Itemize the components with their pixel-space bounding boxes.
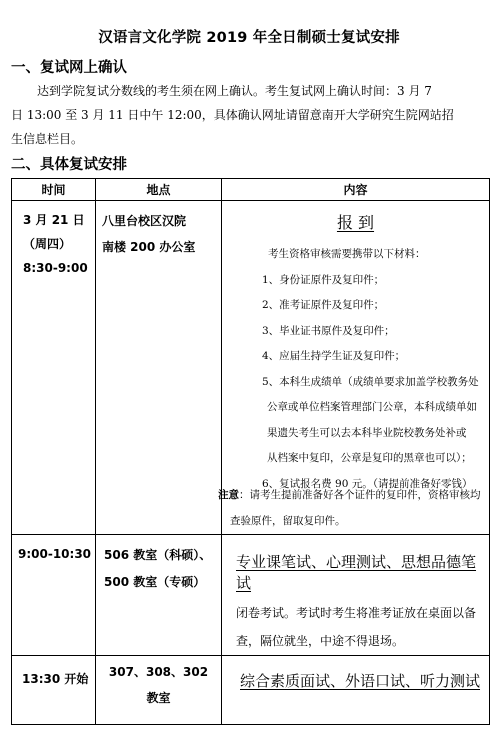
location-line: 307、308、302 (108, 665, 209, 679)
location-line: 506 教室（科硕）、 (104, 548, 212, 562)
materials-intro: 考生资格审核需要携带以下材料： (268, 248, 426, 260)
content-cell (222, 656, 490, 725)
materials-item: 从档案中复印，公章是复印的黑章也可以）； (267, 452, 472, 464)
section-heading-schedule: 二、具体复试安排 (11, 157, 127, 173)
materials-item: 5、本科生成绩单（成绩单要求加盖学校教务处 (262, 375, 479, 388)
table-row (12, 201, 490, 535)
note-label: 注意 (218, 489, 239, 501)
note-text: 查验原件，留取复印件。 (230, 514, 346, 527)
time-cell (12, 656, 96, 725)
schedule-table (11, 178, 490, 725)
table-row (12, 656, 490, 725)
location-line: 教室 (146, 691, 171, 705)
page-title: 汉语言文化学院 2019 年全日制硕士复试安排 (98, 30, 400, 46)
location-cell (96, 535, 222, 656)
exam-note-line: 查，隔位就坐，中途不得退场。 (236, 634, 405, 648)
time-line: 13:30 开始 (22, 672, 89, 686)
registration-heading: 报 到 (336, 213, 375, 232)
table-header-row (12, 179, 490, 201)
content-cell (218, 201, 490, 535)
paragraph-line: 达到学院复试分数线的考生须在网上确认。考生复试网上确认时间：3 月 7 (37, 84, 432, 98)
location-line: 南楼 200 办公室 (102, 240, 196, 254)
time-cell (12, 535, 96, 656)
time-line: 8:30-9:00 (23, 261, 88, 275)
materials-item: 6、复试报名费 90 元。（请提前准备好零钱） (262, 477, 473, 490)
exam-heading: 专业课笔试、心理测试、思想品德笔试 (236, 553, 477, 592)
paragraph-line: 日 13:00 至 3 月 11 日中午 12:00，具体确认网址请留意南开大学研究生院网站招 (11, 108, 454, 122)
location-line: 500 教室（专硕） (104, 575, 206, 589)
content-cell (222, 535, 490, 656)
time-line: 9:00-10:30 (18, 547, 92, 561)
materials-item: 1、身份证原件及复印件； (262, 273, 385, 286)
materials-item: 4、应届生持学生证及复印件； (262, 350, 406, 362)
materials-item: 2、准考证原件及复印件； (262, 299, 385, 311)
time-cell (12, 201, 96, 535)
materials-item: 公章或单位档案管理部门公章，本科成绩单如 (267, 401, 477, 413)
time-line: （周四） (23, 237, 72, 251)
time-line: 3 月 21 日 (23, 213, 85, 227)
location-line: 八里台校区汉院 (102, 214, 187, 228)
paragraph-line: 生信息栏目。 (11, 132, 84, 146)
header-location: 地点 (96, 179, 222, 201)
header-time: 时间 (12, 179, 96, 201)
note-text: ：请考生提前准备好各个证件的复印件，资格审核均 (239, 489, 481, 501)
note (218, 483, 494, 534)
materials-item: 果遗失考生可以去本科毕业院校教务处补或 (267, 426, 467, 439)
header-content: 内容 (222, 179, 490, 201)
location-cell (96, 656, 222, 725)
table-row (12, 535, 490, 656)
materials-item: 3、毕业证书原件及复印件； (262, 324, 395, 337)
section-paragraph (11, 79, 487, 151)
exam-note-line: 闭卷考试。考试时考生将准考证放在桌面以备 (236, 606, 477, 620)
section-heading-online-confirmation: 一、复试网上确认 (11, 60, 127, 76)
location-cell (96, 201, 222, 535)
interview-heading: 综合素质面试、外语口试、听力测试 (240, 672, 481, 690)
